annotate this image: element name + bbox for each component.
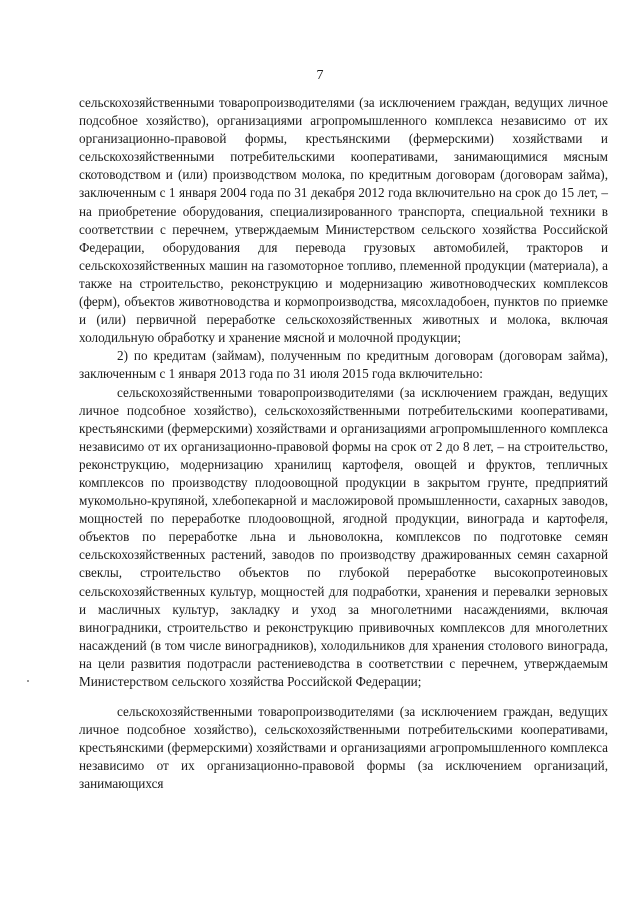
paragraph-2: 2) по кредитам (займам), полученным по кредитным договорам (договорам займа), заключенным с 1 января 2013 года по 31 июля 2015 года включительно:: [79, 348, 608, 382]
scan-speck: [27, 680, 29, 682]
paragraph-3: сельскохозяйственными товаропроизводителями (за исключением граждан, ведущих личное подсобное хозяйство), сельскохозяйственными потребительскими кооперативами, крестьянскими (фермерскими) хозяйствами и организациями агропромышленного комплекса независимо от их организационно-правовой формы на срок от 2 до 8 лет, – на строительство, реконструкцию, модернизацию хранилищ картофеля, овощей и фруктов, тепличных комплексов по производству плодоовощной продукции в закрытом грунте, предприятий мукомольно-крупяной, хлебопекарной и масложировой промышленности, сахарных заводов, мощностей по переработке плодоовощной, ягодной продукции, винограда и картофеля, объектов по переработке льна и льноволокна, комплексов по подготовке семян сельскохозяйственных растений, заводов по производству дражированных семян сахарной свеклы, строительство объектов по глубокой переработке высокопротеиновых сельскохозяйственных культур, мощностей для подработки, хранения и перевалки зерновых и масличных культур, закладку и уход за многолетними насаждениями, включая виноградники, строительство и реконструкцию прививочных комплексов для многолетних насаждений (в том числе виноградников), холодильников для хранения столового винограда, на цели развития подотрасли растениеводства в соответствии с перечнем, утверждаемым Министерством сельского хозяйства Российской Федерации;: [79, 384, 608, 689]
body-text: [79, 94, 608, 794]
paragraph-4: сельскохозяйственными товаропроизводителями (за исключением граждан, ведущих личное подсобное хозяйство), сельскохозяйственными потребительскими кооперативами, крестьянскими (фермерскими) хозяйствами и организациями агропромышленного комплекса независимо от их организационно-правовой формы (за исключением организаций, занимающихся: [79, 704, 608, 792]
paragraph-1: сельскохозяйственными товаропроизводителями (за исключением граждан, ведущих личное подсобное хозяйство), организациями агропромышленного комплекса независимо от их организационно-правовой формы, крестьянскими (фермерскими) хозяйствами и сельскохозяйственными потребительскими кооперативами, занимающимися мясным скотоводством и (или) производством молока, по кредитным договорам (договорам займа), заключенным с 1 января 2004 года по 31 декабря 2012 года включительно на срок до 15 лет, – на приобретение оборудования, специализированного транспорта, специальной техники в соответствии с перечнем, утверждаемым Министерством сельского хозяйства Российской Федерации, оборудования для перевода грузовых автомобилей, тракторов и сельскохозяйственных машин на газомоторное топливо, племенной продукции (материала), а также на строительство, реконструкцию и модернизацию животноводческих комплексов (ферм), объектов животноводства и кормопроизводства, мясохладобоен, пунктов по приемке и (или) первичной переработке сельскохозяйственных животных и молока, включая холодильную обработку и хранение мясной и молочной продукции;: [79, 95, 608, 346]
page-number: 7: [316, 68, 324, 83]
